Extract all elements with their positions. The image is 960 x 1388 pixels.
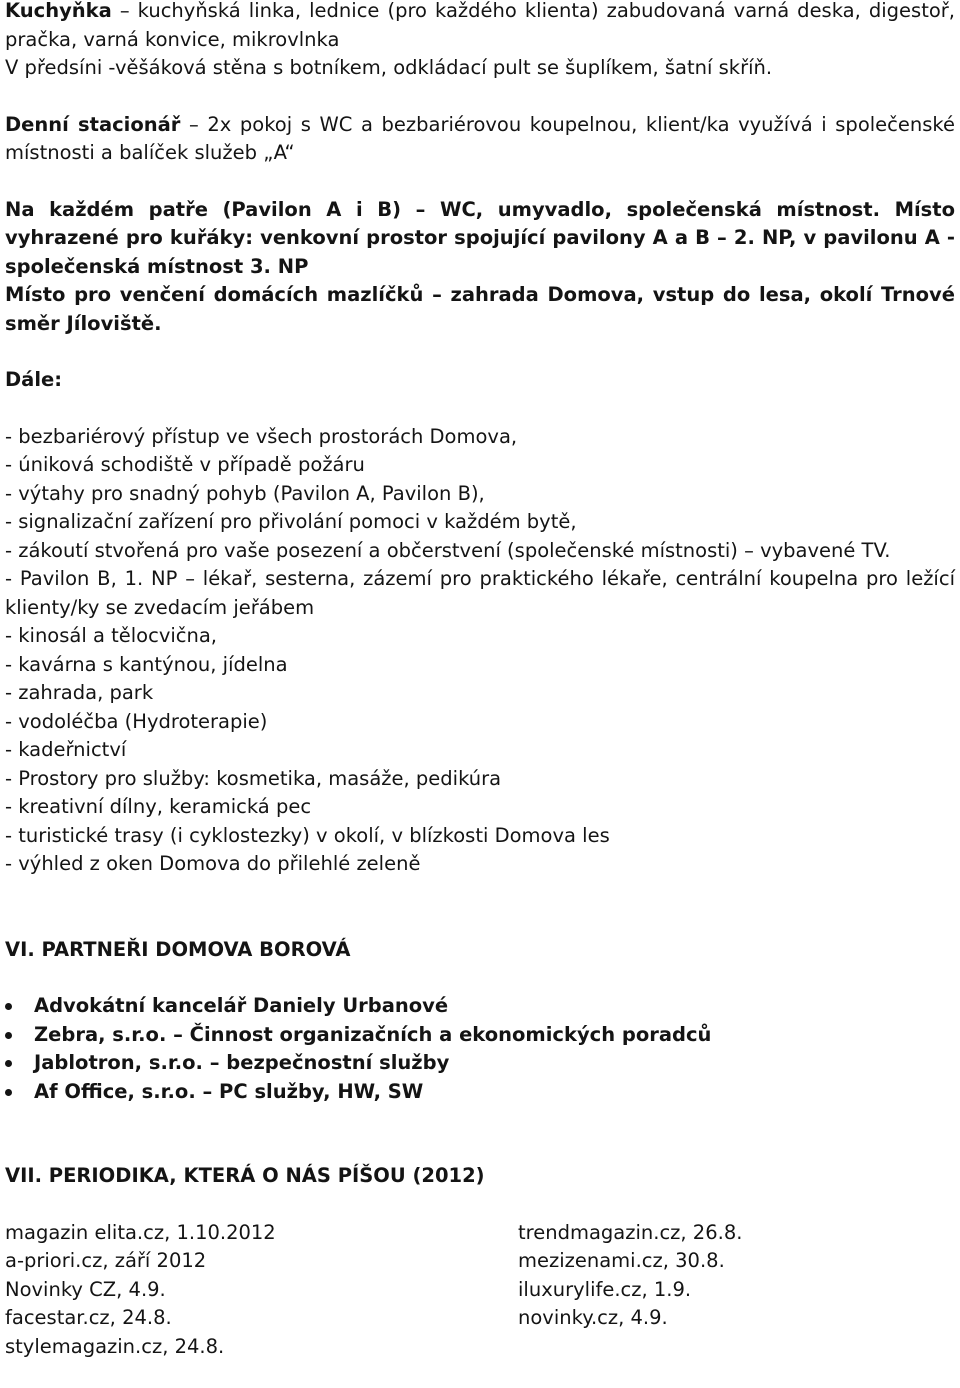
periodika-right-column [518,1219,955,1362]
partner-item [5,1049,955,1078]
partneri-heading: VI. PARTNEŘI DOMOVA BOROVÁ [5,937,351,961]
list-item: - bezbariérový přístup ve všech prostorách Domova, [5,424,518,448]
list-item: - kavárna s kantýnou, jídelna [5,652,288,676]
periodikum-item: stylemagazin.cz, 24.8. [5,1334,225,1358]
list-item: - výtahy pro snadný pohyb (Pavilon A, Pavilon B), [5,481,485,505]
document-page [5,0,955,1361]
list-item: - kreativní dílny, keramická pec [5,795,312,818]
partner-item [5,1021,955,1050]
list-item: - vodoléčba (Hydroterapie) [5,709,268,733]
periodikum-item: magazin elita.cz, 1.10.2012 [5,1220,276,1244]
periodika-left-column [5,1219,518,1362]
partners-list [5,992,955,1106]
partner-name: Jablotron, s.r.o. – bezpečnostní služby [34,1051,450,1074]
periodikum-item: trendmagazin.cz, 26.8. [518,1220,743,1244]
predsin-paragraph: V předsíni -věšáková stěna s botníkem, odkládací pult se šuplíkem, šatní skříň. [5,56,773,79]
bullet-icon [5,1089,12,1096]
periodikum-item: iluxurylife.cz, 1.9. [518,1277,692,1301]
list-item: - turistické trasy (i cyklostezky) v okolí, v blízkosti Domova les [5,823,610,847]
spacer [5,395,955,423]
kuchynka-text: – kuchyňská linka, lednice (pro každého klienta) zabudovaná varná deska, digestoř, pračka, varná konvice, mikrovlnka [5,0,955,51]
list-item: - Prostory pro služby: kosmetika, masáže, pedikúra [5,766,502,790]
list-item: - kadeřnictví [5,738,127,761]
spacer [5,879,955,936]
list-item: - signalizační zařízení pro přivolání pomoci v každém bytě, [5,510,577,533]
patra-paragraph: Na každém patře (Pavilon A i B) – WC, umyvadlo, společenská místnost. Místo vyhrazené pro kuřáky: venkovní prostor spojující pavilony A a B – 2. NP, v pavilonu A - společenská místnost 3. NP [5,197,955,278]
partner-name: Advokátní kancelář Daniely Urbanové [34,994,449,1017]
dale-heading: Dále: [5,368,63,391]
bullet-icon [5,1060,12,1067]
periodikum-item: facestar.cz, 24.8. [5,1306,172,1329]
partner-item [5,992,955,1021]
spacer [5,168,955,196]
list-item: - výhled z oken Domova do přilehlé zeleně [5,852,421,875]
periodikum-item: a-priori.cz, září 2012 [5,1249,207,1272]
periodikum-item: Novinky CZ, 4.9. [5,1277,166,1301]
spacer [5,964,955,992]
partner-name: Af Office, s.r.o. – PC služby, HW, SW [34,1079,424,1103]
spacer [5,83,955,111]
periodika-table [5,1219,955,1362]
stacionar-paragraph [5,111,955,168]
partner-item [5,1078,955,1107]
stacionar-label: Denní stacionář [5,112,181,136]
partner-name: Zebra, s.r.o. – Činnost organizačních a ekonomických poradců [34,1022,712,1046]
spacer [5,338,955,366]
periodikum-item: novinky.cz, 4.9. [518,1306,668,1329]
stacionar-text: – 2x pokoj s WC a bezbariérovou koupelnou, klient/ka využívá i společenské místnosti a balíček služeb „A“ [5,112,955,164]
list-item: - kinosál a tělocvična, [5,624,218,647]
periodika-heading: VII. PERIODIKA, KTERÁ O NÁS PÍŠOU (2012) [5,1164,485,1187]
list-item: - zákoutí stvořená pro vaše posezení a občerstvení (společenské místnosti) – vybavené TV. [5,538,891,562]
bullet-icon [5,1032,12,1039]
kuchynka-paragraph [5,0,955,54]
spacer [5,1191,955,1219]
amenities-list [5,423,955,879]
periodikum-item: mezizenami.cz, 30.8. [518,1249,725,1272]
list-item: - úniková schodiště v případě požáru [5,453,365,476]
kuchynka-label: Kuchyňka [5,0,112,22]
bullet-icon [5,1003,12,1010]
list-item: - zahrada, park [5,681,154,704]
venceni-paragraph: Místo pro venčení domácích mazlíčků – zahrada Domova, vstup do lesa, okolí Trnové směr Jíloviště. [5,283,955,335]
spacer [5,1106,955,1162]
list-item: - Pavilon B, 1. NP – lékař, sesterna, zázemí pro praktického lékaře, centrální koupelna pro ležící klienty/ky se zvedacím jeřábem [5,567,955,619]
